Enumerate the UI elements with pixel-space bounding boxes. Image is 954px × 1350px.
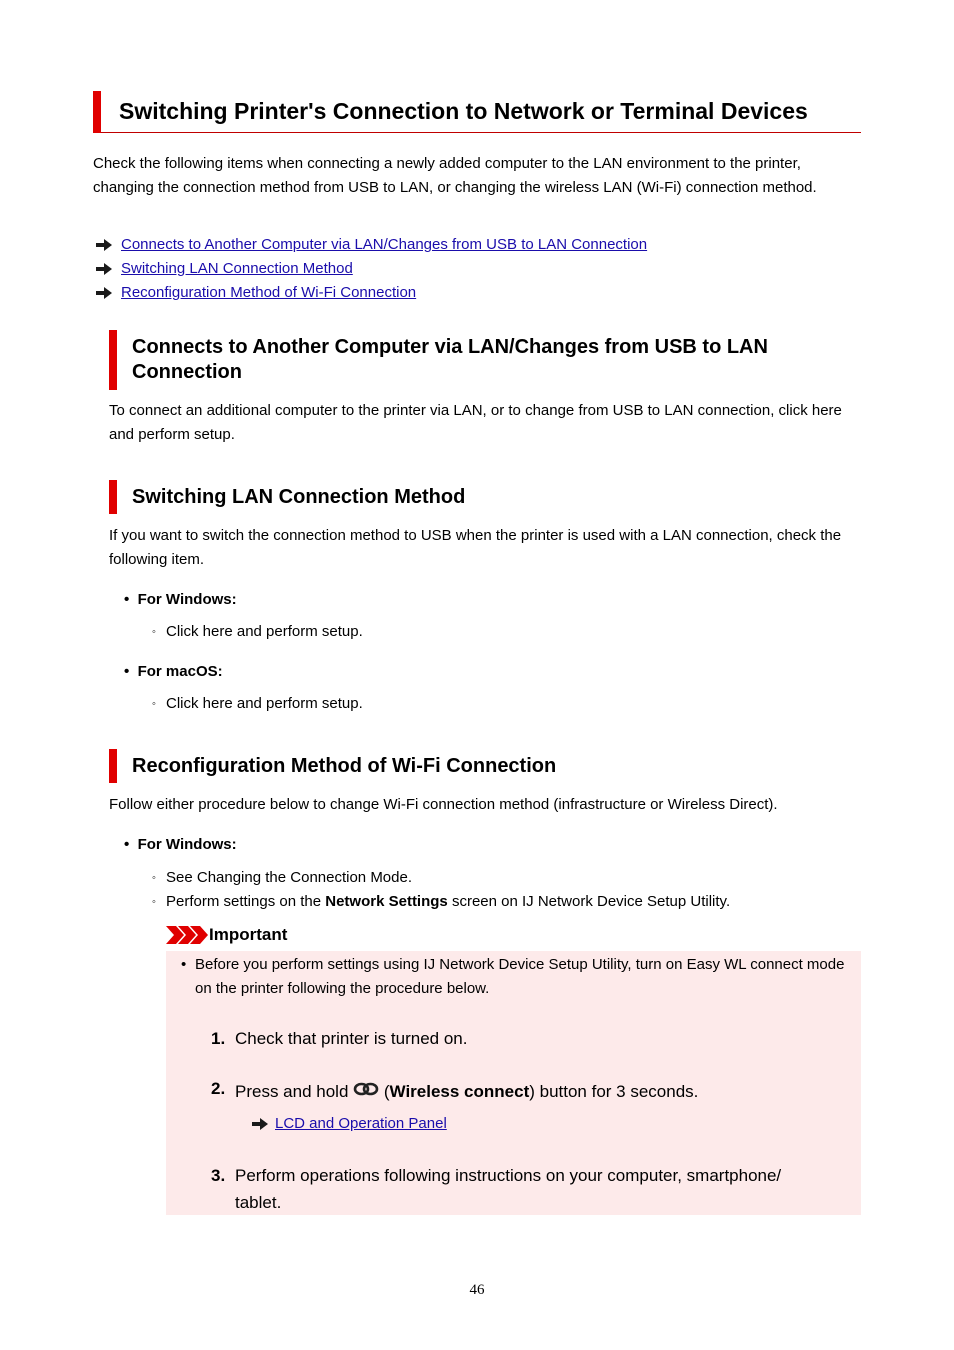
step-3-text-line1: Perform operations following instructions on your computer, smartphone/: [235, 1166, 782, 1185]
section-accent-bar: [109, 749, 117, 783]
mac-label-text: For macOS:: [137, 663, 223, 680]
title-accent-bar: [93, 91, 101, 133]
arrow-right-icon: [96, 287, 112, 299]
step-3-text-line2: tablet.: [235, 1193, 282, 1212]
important-box: [166, 951, 861, 1215]
arrow-right-icon: [96, 263, 112, 275]
section1-body: To connect an additional computer to the printer via LAN, or to change from USB to LAN connection, click here and perform setup.: [109, 402, 842, 443]
step-2-text: [235, 1079, 698, 1102]
page-number: 46: [469, 1282, 485, 1298]
circle-bullet-icon: ◦: [152, 872, 156, 884]
important-note-text: Before you perform settings using IJ Network Device Setup Utility, turn on Easy WL connect mode on the printer following the procedure below.: [195, 956, 845, 997]
step-1-number: 1.: [211, 1029, 226, 1048]
intro-paragraph: Check the following items when connecting a newly added computer to the LAN environment to the printer, changing the connection method from USB to LAN, or changing the wireless LAN (Wi-Fi) connection method.: [93, 155, 817, 196]
step-2-text-bold: Wireless connect: [389, 1082, 530, 1101]
arrow-right-icon: [96, 239, 112, 251]
section1-heading-line2: Connection: [132, 361, 242, 383]
section2-mac-item: [152, 695, 363, 712]
item2-text-bold: Network Settings: [325, 893, 448, 910]
step-2-text-pre: Press and hold: [235, 1082, 354, 1101]
section3-item-1: [152, 869, 412, 886]
section1-heading-line1: Connects to Another Computer via LAN/Changes from USB to LAN: [132, 336, 768, 358]
circle-bullet-icon: ◦: [152, 896, 156, 908]
windows-label-text: For Windows:: [137, 836, 237, 853]
bullet-dot: •: [181, 956, 187, 973]
step-2-number: 2.: [211, 1079, 226, 1098]
link-item-switching-lan: [93, 257, 647, 281]
section-accent-bar: [109, 480, 117, 514]
section2-body: If you want to switch the connection method to USB when the printer is used with a LAN connection, check the following item.: [109, 527, 842, 568]
item2-text-pre: Perform settings on the: [166, 893, 326, 910]
section-link-list: [93, 233, 647, 305]
section2-windows-item: [152, 623, 363, 640]
circle-bullet-icon: ◦: [152, 626, 156, 638]
page-title: Switching Printer's Connection to Network or Terminal Devices: [119, 98, 808, 124]
circle-bullet-icon: ◦: [152, 698, 156, 710]
section-accent-bar: [109, 330, 117, 390]
section2-windows-label: • For Windows:: [124, 591, 237, 608]
important-label: Important: [209, 925, 288, 944]
section3-item-2: [152, 893, 730, 910]
arrow-right-icon: [252, 1118, 268, 1130]
step-3-text: [235, 1162, 781, 1216]
important-chevrons-icon: [166, 926, 208, 944]
link-wifi-reconfig[interactable]: Reconfiguration Method of Wi-Fi Connection: [121, 284, 417, 301]
section3-body: Follow either procedure below to change Wi-Fi connection method (infrastructure or Wireless Direct).: [109, 796, 778, 813]
step-3-number: 3.: [211, 1166, 226, 1185]
link-item-wifi-reconfig: [93, 281, 647, 305]
section3-windows-label: • For Windows:: [124, 836, 237, 853]
step-2-paren: (: [383, 1082, 390, 1101]
item2-text-post: screen on IJ Network Device Setup Utility.: [447, 893, 731, 910]
link-lcd-operation-panel[interactable]: LCD and Operation Panel: [275, 1115, 447, 1132]
section2-mac-label: • For macOS:: [124, 663, 223, 680]
wireless-connect-icon: [353, 1079, 379, 1099]
step-2-text-post: ) button for 3 seconds.: [529, 1082, 699, 1101]
step-1-text: Check that printer is turned on.: [235, 1029, 468, 1048]
section3-heading: Reconfiguration Method of Wi-Fi Connection: [132, 755, 557, 777]
step-2-link-item: [249, 1112, 447, 1136]
page-title-block: [93, 91, 861, 133]
important-note: [181, 953, 851, 1001]
item1-text: See Changing the Connection Mode.: [166, 869, 413, 886]
mac-item-text: Click here and perform setup.: [166, 695, 363, 712]
section2-heading: Switching LAN Connection Method: [132, 486, 466, 508]
link-item-lan-connection: [93, 233, 647, 257]
windows-item-text: Click here and perform setup.: [166, 623, 363, 640]
link-lan-connection[interactable]: Connects to Another Computer via LAN/Changes from USB to LAN Connection: [121, 236, 648, 253]
link-switching-lan[interactable]: Switching LAN Connection Method: [121, 260, 353, 277]
windows-label-text: For Windows:: [137, 591, 237, 608]
